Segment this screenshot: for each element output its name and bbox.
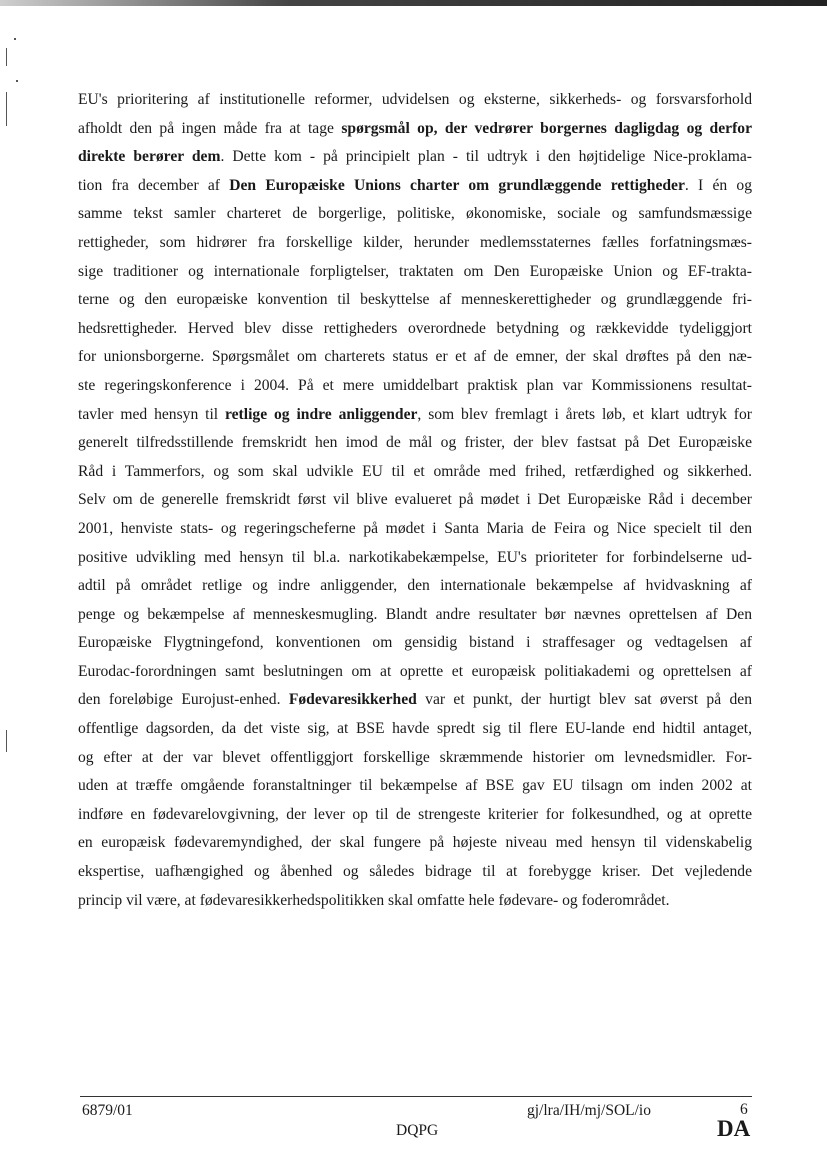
text-line: [78, 744, 752, 773]
text-line: [78, 200, 752, 229]
text-line: [78, 829, 752, 858]
text-line: [78, 172, 752, 201]
text-segment: positive udvikling med hensyn til bl.a. narkotikabekæmpelse, EU's prioriteter for forbindelserne ud-: [78, 548, 752, 566]
text-segment: tavler med hensyn til: [78, 405, 225, 423]
text-segment: og efter at der var blevet offentliggjort forskellige skræmmende historier om levnedsmidler. For-: [78, 748, 752, 766]
text-line: [78, 86, 752, 115]
text-segment: rettigheder, som hidrører fra forskellige kilder, herunder medlemsstaternes fælles forfatningsmæs-: [78, 233, 752, 251]
text-line: [78, 858, 752, 887]
text-segment: princip vil være, at fødevaresikkerhedspolitikken skal omfatte hele fødevare- og foderområdet.: [78, 891, 670, 909]
text-line: [78, 887, 752, 916]
body-paragraph: [78, 86, 752, 915]
text-line: [78, 601, 752, 630]
text-segment: offentlige dagsorden, da det viste sig, at BSE havde spredt sig til flere EU-lande end hidtil antaget,: [78, 720, 752, 738]
bold-phrase: retlige og indre anliggender: [225, 405, 418, 423]
text-segment: uden at træffe omgående foranstaltninger til bekæmpelse af BSE gav EU tilsagn om inden 2002 at: [78, 777, 752, 795]
text-line: [78, 515, 752, 544]
text-line: [78, 315, 752, 344]
text-segment: den foreløbige Eurojust-enhed.: [78, 691, 289, 709]
text-segment: adtil på området retlige og indre anliggender, den internationale bekæmpelse af hvidvaskning af: [78, 577, 752, 595]
text-line: [78, 258, 752, 287]
text-segment: Råd i Tammerfors, og som skal udvikle EU til et område med frihed, retfærdighed og sikkerhed.: [78, 462, 752, 480]
footer-reference: gj/lra/IH/mj/SOL/io: [527, 1102, 651, 1119]
footer-rule: [80, 1096, 752, 1097]
text-line: [78, 429, 752, 458]
footer-doc-number: 6879/01: [82, 1102, 133, 1119]
text-segment: , som blev fremlagt i årets løb, et klart udtryk for: [417, 405, 752, 423]
text-segment: ekspertise, uafhængighed og åbenhed og således bidrage til at forebygge kriser. Det vejledende: [78, 863, 752, 881]
text-line: [78, 686, 752, 715]
text-line: [78, 401, 752, 430]
bold-phrase: direkte berører dem: [78, 148, 221, 166]
scan-dot: [14, 38, 16, 40]
text-segment: . I én og: [684, 176, 752, 194]
text-line: [78, 629, 752, 658]
scan-margin-mark: [6, 48, 7, 66]
footer-language: DA: [717, 1116, 751, 1141]
text-segment: 2001, henviste stats- og regeringscheferne på mødet i Santa Maria de Feira og Nice specielt til den: [78, 519, 752, 537]
text-segment: Europæiske Flygtningefond, konventionen om gensidig bistand i straffesager og vedtagelsen af: [78, 634, 752, 652]
text-line: [78, 658, 752, 687]
text-line: [78, 458, 752, 487]
scan-top-border: [0, 0, 827, 6]
scan-margin-mark: [6, 730, 7, 752]
text-segment: penge og bekæmpelse af menneskesmugling. Blandt andre resultater bør nævnes oprettelsen af Den: [78, 605, 752, 623]
footer-department: DQPG: [396, 1122, 439, 1139]
text-line: [78, 572, 752, 601]
text-segment: samme tekst samler charteret de borgerlige, politiske, økonomiske, sociale og samfundsmæssige: [78, 205, 752, 223]
text-segment: sige traditioner og internationale forpligtelser, traktaten om Den Europæiske Union og EF-trakta-: [78, 262, 752, 280]
text-line: [78, 229, 752, 258]
text-segment: for unionsborgerne. Spørgsmålet om charterets status er et af de emner, der skal drøftes på den næ-: [78, 348, 752, 366]
text-line: [78, 772, 752, 801]
text-line: [78, 286, 752, 315]
text-segment: afholdt den på ingen måde fra at tage: [78, 119, 342, 137]
text-line: [78, 715, 752, 744]
text-segment: ste regeringskonference i 2004. På et mere umiddelbart praktisk plan var Kommissionens resultat-: [78, 376, 752, 394]
bold-phrase: spørgsmål op, der vedrører borgernes dagligdag og derfor: [341, 119, 752, 137]
text-segment: tion fra december af: [78, 176, 230, 194]
text-segment: var et punkt, der hurtigt blev sat øverst på den: [416, 691, 752, 709]
text-segment: EU's prioritering af institutionelle reformer, udvidelsen og eksterne, sikkerheds- og forsvarsforhold: [78, 91, 752, 108]
bold-phrase: Fødevaresikkerhed: [288, 691, 417, 709]
footer-page-number: 6: [740, 1101, 748, 1118]
text-segment: indføre en fødevarelovgivning, der lever op til de strengeste kriterier for folkesundhed, og at oprette: [78, 805, 752, 823]
scan-dot: [16, 80, 18, 82]
text-line: [78, 486, 752, 515]
text-line: [78, 343, 752, 372]
text-segment: hedsrettigheder. Herved blev disse rettigheders overordnede betydning og rækkevidde tydeliggjort: [78, 319, 752, 337]
text-segment: Eurodac-forordningen samt beslutningen om at oprette et europæisk politiakademi og oprettelsen af: [78, 662, 752, 680]
text-segment: Selv om de generelle fremskridt først vil blive evalueret på mødet i Det Europæiske Råd i december: [78, 491, 752, 509]
text-line: [78, 544, 752, 573]
text-segment: en europæisk fødevaremyndighed, der skal fungere på højeste niveau med hensyn til videnskabelig: [78, 834, 752, 852]
text-line: [78, 372, 752, 401]
text-segment: generelt tilfredsstillende fremskridt hen imod de mål og frister, der blev fastsat på Det Europæiske: [78, 434, 752, 452]
text-line: [78, 801, 752, 830]
text-line: [78, 143, 752, 172]
text-segment: . Dette kom - på principielt plan - til udtryk i den højtidelige Nice-proklama-: [220, 148, 752, 166]
bold-phrase: Den Europæiske Unions charter om grundlæggende rettigheder: [229, 176, 685, 194]
scan-margin-mark: [6, 92, 7, 126]
text-segment: terne og den europæiske konvention til beskyttelse af menneskerettigheder og grundlæggende fri-: [78, 291, 752, 309]
text-line: [78, 115, 752, 144]
